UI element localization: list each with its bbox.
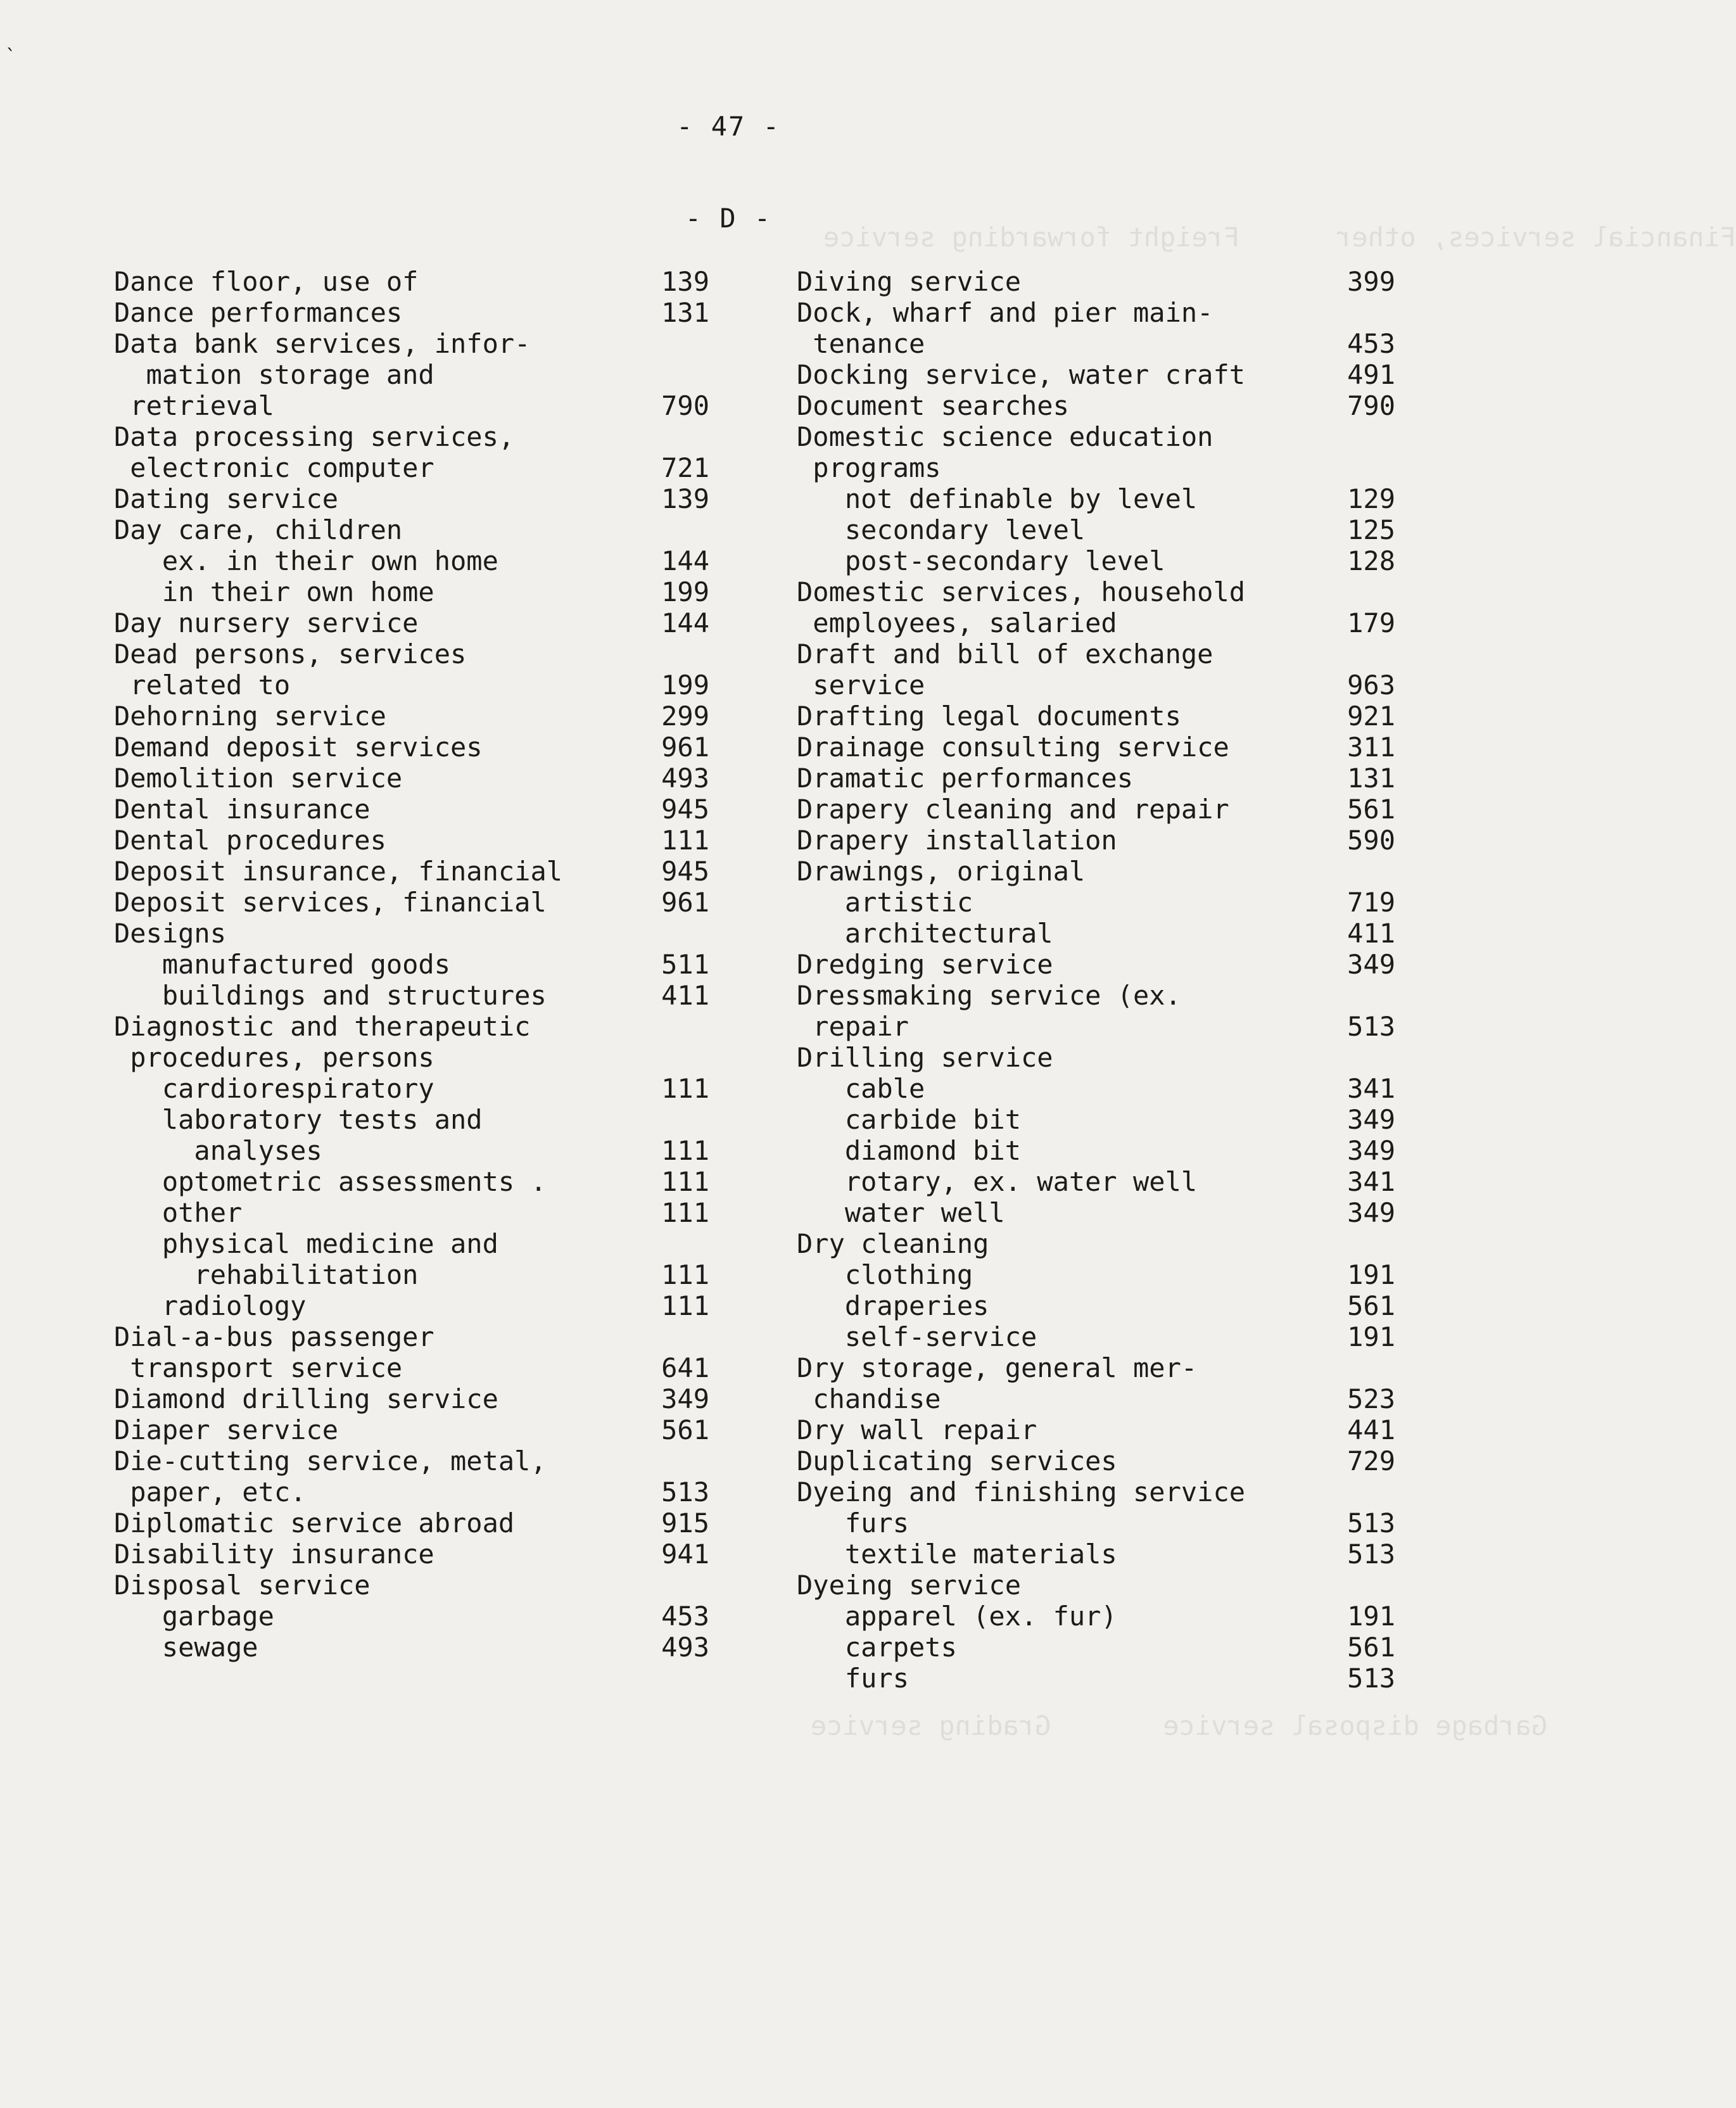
entry-term: analyses (114, 1135, 322, 1166)
index-entry (797, 576, 1395, 607)
entry-code: 111 (661, 1197, 709, 1228)
entry-term: sewage (114, 1632, 258, 1663)
entry-term: Drapery installation (797, 825, 1117, 856)
entry-term: Designs (114, 918, 227, 949)
bleed-through-text: Garbage disposal service Grading service (811, 1710, 1548, 1741)
index-column-left (114, 266, 709, 1663)
section-heading: - D - (685, 203, 772, 234)
index-entry (797, 1539, 1395, 1570)
entry-code: 411 (1347, 918, 1395, 949)
index-entry (797, 297, 1395, 328)
entry-term: transport service (114, 1352, 403, 1383)
entry-term: Duplicating services (797, 1445, 1117, 1476)
entry-term: Domestic science education (797, 421, 1213, 452)
entry-code: 139 (661, 266, 709, 297)
entry-term: optometric assessments . (114, 1166, 547, 1197)
entry-code: 493 (661, 1632, 709, 1663)
index-entry (114, 297, 709, 328)
entry-code: 139 (661, 483, 709, 514)
entry-term: repair (797, 1011, 909, 1042)
entry-code: 961 (661, 732, 709, 763)
corner-mark: ` (5, 46, 17, 68)
index-entry (114, 638, 709, 670)
entry-term: self-service (797, 1321, 1037, 1352)
index-entry (797, 1135, 1395, 1166)
entry-term: Dramatic performances (797, 763, 1134, 794)
index-entry (114, 1445, 709, 1476)
entry-term: furs (797, 1663, 909, 1694)
index-entry (114, 1197, 709, 1228)
index-entry (114, 576, 709, 607)
index-entry (114, 763, 709, 794)
index-entry (797, 1290, 1395, 1321)
entry-term: related to (114, 670, 291, 701)
entry-code: 179 (1347, 607, 1395, 638)
index-entry (114, 607, 709, 638)
entry-code: 641 (661, 1352, 709, 1383)
entry-term: post-secondary level (797, 545, 1165, 576)
entry-term: in their own home (114, 576, 434, 607)
index-entry (797, 1352, 1395, 1383)
index-entry (114, 794, 709, 825)
index-entry (797, 266, 1395, 297)
index-entry (797, 1104, 1395, 1135)
entry-term: Dental insurance (114, 794, 371, 825)
entry-code: 491 (1347, 359, 1395, 390)
entry-term: employees, salaried (797, 607, 1117, 638)
entry-code: 128 (1347, 545, 1395, 576)
entry-code: 411 (661, 980, 709, 1011)
index-entry (114, 483, 709, 514)
entry-term: Day nursery service (114, 607, 419, 638)
entry-code: 191 (1347, 1601, 1395, 1632)
entry-code: 945 (661, 856, 709, 887)
index-entry (797, 1663, 1395, 1694)
index-entry (797, 1259, 1395, 1290)
entry-code: 511 (661, 949, 709, 980)
entry-term: Draft and bill of exchange (797, 638, 1213, 670)
index-entry (114, 949, 709, 980)
index-column-right (797, 266, 1395, 1694)
entry-term: Deposit services, financial (114, 887, 547, 918)
index-entry (114, 359, 709, 390)
index-entry (114, 1290, 709, 1321)
index-entry (114, 1414, 709, 1445)
index-entry (114, 1011, 709, 1042)
entry-term: textile materials (797, 1539, 1117, 1570)
entry-term: Drawings, original (797, 856, 1086, 887)
entry-term: Deposit insurance, financial (114, 856, 563, 887)
index-entry (797, 856, 1395, 887)
entry-term: retrieval (114, 390, 274, 421)
entry-code: 191 (1347, 1321, 1395, 1352)
index-entry (797, 794, 1395, 825)
entry-code: 349 (1347, 1197, 1395, 1228)
index-entry (114, 545, 709, 576)
index-entry (797, 545, 1395, 576)
entry-term: not definable by level (797, 483, 1198, 514)
entry-term: programs (797, 452, 941, 483)
index-entry (797, 887, 1395, 918)
entry-term: Dry wall repair (797, 1414, 1037, 1445)
entry-code: 129 (1347, 483, 1395, 514)
entry-code: 721 (661, 452, 709, 483)
entry-code: 941 (661, 1539, 709, 1570)
entry-code: 513 (1347, 1663, 1395, 1694)
entry-term: Data processing services, (114, 421, 515, 452)
entry-term: Disposal service (114, 1570, 371, 1601)
index-entry (114, 266, 709, 297)
entry-code: 349 (661, 1383, 709, 1414)
entry-term: Dehorning service (114, 701, 386, 732)
index-entry (114, 328, 709, 359)
entry-term: water well (797, 1197, 1005, 1228)
entry-code: 299 (661, 701, 709, 732)
entry-term: Day care, children (114, 514, 403, 545)
entry-code: 191 (1347, 1259, 1395, 1290)
entry-code: 111 (661, 1166, 709, 1197)
entry-term: diamond bit (797, 1135, 1022, 1166)
index-entry (797, 949, 1395, 980)
entry-term: carpets (797, 1632, 957, 1663)
entry-term: procedures, persons (114, 1042, 434, 1073)
entry-code: 561 (1347, 1632, 1395, 1663)
entry-code: 945 (661, 794, 709, 825)
entry-code: 561 (1347, 1290, 1395, 1321)
entry-code: 111 (661, 1073, 709, 1104)
index-entry (114, 887, 709, 918)
index-entry (797, 732, 1395, 763)
entry-term: Drapery cleaning and repair (797, 794, 1229, 825)
entry-code: 311 (1347, 732, 1395, 763)
entry-term: carbide bit (797, 1104, 1022, 1135)
index-entry (797, 1197, 1395, 1228)
entry-term: Dyeing service (797, 1570, 1022, 1601)
entry-term: Disability insurance (114, 1539, 434, 1570)
entry-term: Docking service, water craft (797, 359, 1246, 390)
index-entry (114, 1073, 709, 1104)
entry-term: Dry storage, general mer- (797, 1352, 1198, 1383)
entry-term: Diplomatic service abroad (114, 1508, 515, 1539)
entry-code: 131 (661, 297, 709, 328)
index-entry (797, 1632, 1395, 1663)
entry-term: Dock, wharf and pier main- (797, 297, 1213, 328)
entry-code: 453 (1347, 328, 1395, 359)
index-entry (797, 421, 1395, 452)
index-entry (797, 701, 1395, 732)
index-entry (114, 825, 709, 856)
entry-code: 453 (661, 1601, 709, 1632)
entry-term: garbage (114, 1601, 274, 1632)
entry-term: other (114, 1197, 243, 1228)
index-entry (797, 1228, 1395, 1259)
entry-term: Dead persons, services (114, 638, 467, 670)
index-entry (797, 359, 1395, 390)
entry-term: Data bank services, infor- (114, 328, 531, 359)
entry-code: 341 (1347, 1073, 1395, 1104)
index-entry (797, 670, 1395, 701)
index-entry (797, 1166, 1395, 1197)
entry-term: clothing (797, 1259, 973, 1290)
index-entry (797, 1011, 1395, 1042)
index-entry (797, 1601, 1395, 1632)
entry-term: rotary, ex. water well (797, 1166, 1198, 1197)
entry-term: electronic computer (114, 452, 434, 483)
index-entry (797, 825, 1395, 856)
entry-code: 131 (1347, 763, 1395, 794)
entry-term: laboratory tests and (114, 1104, 483, 1135)
entry-term: Dressmaking service (ex. (797, 980, 1181, 1011)
index-entry (114, 1104, 709, 1135)
entry-code: 441 (1347, 1414, 1395, 1445)
index-entry (114, 1601, 709, 1632)
entry-code: 513 (661, 1476, 709, 1508)
index-entry (114, 670, 709, 701)
entry-term: Dance performances (114, 297, 403, 328)
entry-code: 341 (1347, 1166, 1395, 1197)
entry-term: artistic (797, 887, 973, 918)
index-entry (114, 856, 709, 887)
entry-code: 561 (1347, 794, 1395, 825)
entry-term: radiology (114, 1290, 307, 1321)
entry-code: 729 (1347, 1445, 1395, 1476)
entry-term: physical medicine and (114, 1228, 498, 1259)
entry-term: Dredging service (797, 949, 1053, 980)
index-entry (114, 1570, 709, 1601)
entry-code: 349 (1347, 1104, 1395, 1135)
index-entry (114, 1135, 709, 1166)
entry-code: 111 (661, 1259, 709, 1290)
index-entry (797, 607, 1395, 638)
entry-term: Dyeing and finishing service (797, 1476, 1246, 1508)
index-entry (114, 421, 709, 452)
entry-code: 125 (1347, 514, 1395, 545)
index-entry (114, 390, 709, 421)
index-entry (797, 638, 1395, 670)
entry-term: cardiorespiratory (114, 1073, 434, 1104)
index-entry (114, 1508, 709, 1539)
index-entry (114, 732, 709, 763)
index-entry (114, 1259, 709, 1290)
index-entry (114, 701, 709, 732)
entry-term: mation storage and (114, 359, 434, 390)
entry-term: Diamond drilling service (114, 1383, 498, 1414)
entry-term: Drilling service (797, 1042, 1053, 1073)
entry-term: Drainage consulting service (797, 732, 1229, 763)
index-entry (797, 514, 1395, 545)
index-entry (114, 1383, 709, 1414)
entry-code: 144 (661, 545, 709, 576)
index-entry (797, 980, 1395, 1011)
entry-term: draperies (797, 1290, 989, 1321)
entry-term: ex. in their own home (114, 545, 498, 576)
index-entry (797, 390, 1395, 421)
entry-term: Dating service (114, 483, 339, 514)
entry-code: 144 (661, 607, 709, 638)
entry-term: Demolition service (114, 763, 403, 794)
entry-term: paper, etc. (114, 1476, 307, 1508)
entry-code: 349 (1347, 949, 1395, 980)
entry-term: Dance floor, use of (114, 266, 419, 297)
index-entry (797, 1508, 1395, 1539)
entry-term: Document searches (797, 390, 1069, 421)
index-entry (797, 763, 1395, 794)
entry-term: apparel (ex. fur) (797, 1601, 1117, 1632)
index-entry (797, 1321, 1395, 1352)
entry-code: 561 (661, 1414, 709, 1445)
index-entry (114, 980, 709, 1011)
index-entry (114, 918, 709, 949)
entry-code: 513 (1347, 1508, 1395, 1539)
entry-code: 790 (661, 390, 709, 421)
entry-term: Diagnostic and therapeutic (114, 1011, 531, 1042)
entry-term: tenance (797, 328, 925, 359)
index-entry (114, 1352, 709, 1383)
bleed-through-text: Financial services, other Freight forwarding service (823, 222, 1736, 253)
entry-code: 719 (1347, 887, 1395, 918)
entry-term: furs (797, 1508, 909, 1539)
index-entry (797, 1476, 1395, 1508)
index-entry (114, 1166, 709, 1197)
entry-term: cable (797, 1073, 925, 1104)
entry-term: Dial-a-bus passenger (114, 1321, 434, 1352)
entry-term: buildings and structures (114, 980, 547, 1011)
index-entry (797, 1042, 1395, 1073)
entry-term: Domestic services, household (797, 576, 1246, 607)
index-entry (114, 452, 709, 483)
entry-term: service (797, 670, 925, 701)
index-entry (797, 918, 1395, 949)
index-entry (114, 1042, 709, 1073)
entry-term: Dental procedures (114, 825, 386, 856)
index-entry (797, 1073, 1395, 1104)
entry-code: 790 (1347, 390, 1395, 421)
entry-code: 963 (1347, 670, 1395, 701)
entry-code: 915 (661, 1508, 709, 1539)
index-entry (797, 1445, 1395, 1476)
index-entry (114, 1321, 709, 1352)
index-entry (797, 452, 1395, 483)
index-entry (797, 328, 1395, 359)
entry-code: 199 (661, 670, 709, 701)
entry-code: 961 (661, 887, 709, 918)
entry-code: 349 (1347, 1135, 1395, 1166)
page-number: - 47 - (676, 111, 780, 142)
entry-term: secondary level (797, 514, 1086, 545)
entry-code: 921 (1347, 701, 1395, 732)
entry-term: architectural (797, 918, 1053, 949)
index-entry (797, 483, 1395, 514)
entry-term: manufactured goods (114, 949, 451, 980)
entry-term: chandise (797, 1383, 941, 1414)
index-entry (114, 1228, 709, 1259)
index-entry (114, 1539, 709, 1570)
entry-code: 513 (1347, 1011, 1395, 1042)
entry-term: Drafting legal documents (797, 701, 1181, 732)
index-entry (114, 1476, 709, 1508)
entry-term: Diving service (797, 266, 1022, 297)
entry-code: 199 (661, 576, 709, 607)
index-entry (797, 1383, 1395, 1414)
index-entry (797, 1414, 1395, 1445)
entry-code: 111 (661, 825, 709, 856)
index-entry (797, 1570, 1395, 1601)
entry-term: Diaper service (114, 1414, 339, 1445)
entry-code: 513 (1347, 1539, 1395, 1570)
entry-code: 590 (1347, 825, 1395, 856)
entry-code: 111 (661, 1290, 709, 1321)
entry-code: 493 (661, 763, 709, 794)
entry-term: rehabilitation (114, 1259, 419, 1290)
entry-term: Die-cutting service, metal, (114, 1445, 547, 1476)
entry-code: 399 (1347, 266, 1395, 297)
entry-term: Dry cleaning (797, 1228, 989, 1259)
index-entry (114, 514, 709, 545)
index-entry (114, 1632, 709, 1663)
entry-code: 111 (661, 1135, 709, 1166)
entry-term: Demand deposit services (114, 732, 483, 763)
entry-code: 523 (1347, 1383, 1395, 1414)
